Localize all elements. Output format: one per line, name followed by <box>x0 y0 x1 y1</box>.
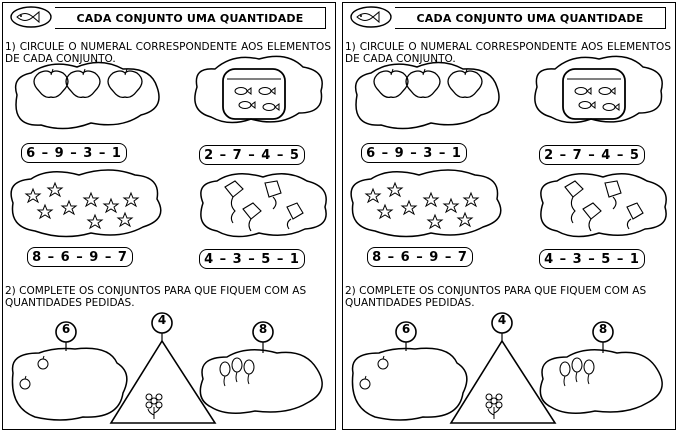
apple-icon <box>378 356 388 369</box>
star-icon <box>388 183 402 196</box>
flower-icon <box>146 394 162 419</box>
fish-icon <box>235 88 251 95</box>
star-icon <box>48 183 62 196</box>
fish-icon <box>259 88 275 95</box>
kite-icon <box>243 203 261 231</box>
stars-set <box>11 170 161 237</box>
apple-icon <box>448 69 482 97</box>
answer-option[interactable]: 6 – 9 – 3 – 1 <box>361 143 467 163</box>
apple-icon <box>66 69 100 97</box>
target-six: 6 <box>401 322 411 336</box>
answer-option[interactable]: 8 – 6 – 9 – 7 <box>367 247 473 267</box>
answer-option[interactable]: 2 – 7 – 4 – 5 <box>539 145 645 165</box>
worksheet-copy-right <box>342 2 676 430</box>
question-2-instruction: 2) COMPLETE OS CONJUNTOS PARA QUE FIQUEM COM AS QUANTIDADES PEDIDAS. <box>345 285 647 309</box>
star-icon <box>124 193 138 206</box>
target-eight: 8 <box>258 322 268 336</box>
kite-icon <box>565 181 583 223</box>
star-icon <box>424 193 438 206</box>
kite-icon <box>583 203 601 231</box>
star-icon <box>26 189 40 202</box>
set-four <box>111 313 215 423</box>
worksheet-title: CADA CONJUNTO UMA QUANTIDADE <box>395 7 666 29</box>
answer-option[interactable]: 8 – 6 – 9 – 7 <box>27 247 133 267</box>
apple-icon <box>374 69 408 97</box>
kite-icon <box>265 181 281 209</box>
question-2-instruction: 2) COMPLETE OS CONJUNTOS PARA QUE FIQUEM COM AS QUANTIDADES PEDIDAS. <box>5 285 307 309</box>
question-1-instruction: 1) CIRCULE O NUMERAL CORRESPONDENTE AOS ELEMENTOS DE CADA CONJUNTO. <box>5 41 331 65</box>
star-icon <box>464 193 478 206</box>
fish-icon <box>603 104 619 111</box>
star-icon <box>428 215 442 228</box>
balloon-icon <box>560 362 570 386</box>
target-four: 4 <box>157 313 167 327</box>
apple-icon <box>20 376 30 389</box>
balloon-icon <box>584 360 594 384</box>
apple-icon <box>108 69 142 97</box>
fish-icon <box>263 104 279 111</box>
star-icon <box>378 205 392 218</box>
set-six <box>352 322 466 420</box>
apples-set <box>356 62 499 128</box>
apple-icon <box>406 69 440 97</box>
answer-option[interactable]: 4 – 3 – 5 – 1 <box>199 249 305 269</box>
fish-icon <box>579 102 595 109</box>
apple-icon <box>38 356 48 369</box>
star-icon <box>118 213 132 226</box>
worksheet-copy-left <box>2 2 336 430</box>
answer-option[interactable]: 6 – 9 – 3 – 1 <box>21 143 127 163</box>
kite-icon <box>627 203 643 229</box>
star-icon <box>444 199 458 212</box>
worksheet-title: CADA CONJUNTO UMA QUANTIDADE <box>55 7 326 29</box>
illustrations <box>3 3 337 431</box>
kite-icon <box>605 181 621 209</box>
answer-option[interactable]: 2 – 7 – 4 – 5 <box>199 145 305 165</box>
set-six <box>12 322 126 420</box>
fish-icon <box>599 88 615 95</box>
kite-icon <box>225 181 243 223</box>
illustrations <box>343 3 677 431</box>
kite-icon <box>287 203 303 229</box>
balloon-icon <box>244 360 254 384</box>
star-icon <box>38 205 52 218</box>
star-icon <box>62 201 76 214</box>
set-four <box>451 313 555 423</box>
balloon-icon <box>572 358 582 382</box>
apples-set <box>16 62 159 128</box>
flower-icon <box>486 394 502 419</box>
target-six: 6 <box>61 322 71 336</box>
fishbowl-set <box>195 56 322 122</box>
kites-set <box>541 174 666 237</box>
star-icon <box>104 199 118 212</box>
question-1-instruction: 1) CIRCULE O NUMERAL CORRESPONDENTE AOS ELEMENTOS DE CADA CONJUNTO. <box>345 41 671 65</box>
star-icon <box>458 213 472 226</box>
target-eight: 8 <box>598 322 608 336</box>
star-icon <box>402 201 416 214</box>
star-icon <box>366 189 380 202</box>
balloon-icon <box>232 358 242 382</box>
answer-option[interactable]: 4 – 3 – 5 – 1 <box>539 249 645 269</box>
apple-icon <box>34 69 68 97</box>
kites-set <box>201 174 326 237</box>
star-icon <box>84 193 98 206</box>
star-icon <box>88 215 102 228</box>
apple-icon <box>360 376 370 389</box>
stars-set <box>351 170 501 237</box>
balloon-icon <box>220 362 230 386</box>
target-four: 4 <box>497 313 507 327</box>
fish-icon <box>575 88 591 95</box>
fishbowl-set <box>535 56 662 122</box>
fish-icon <box>239 102 255 109</box>
